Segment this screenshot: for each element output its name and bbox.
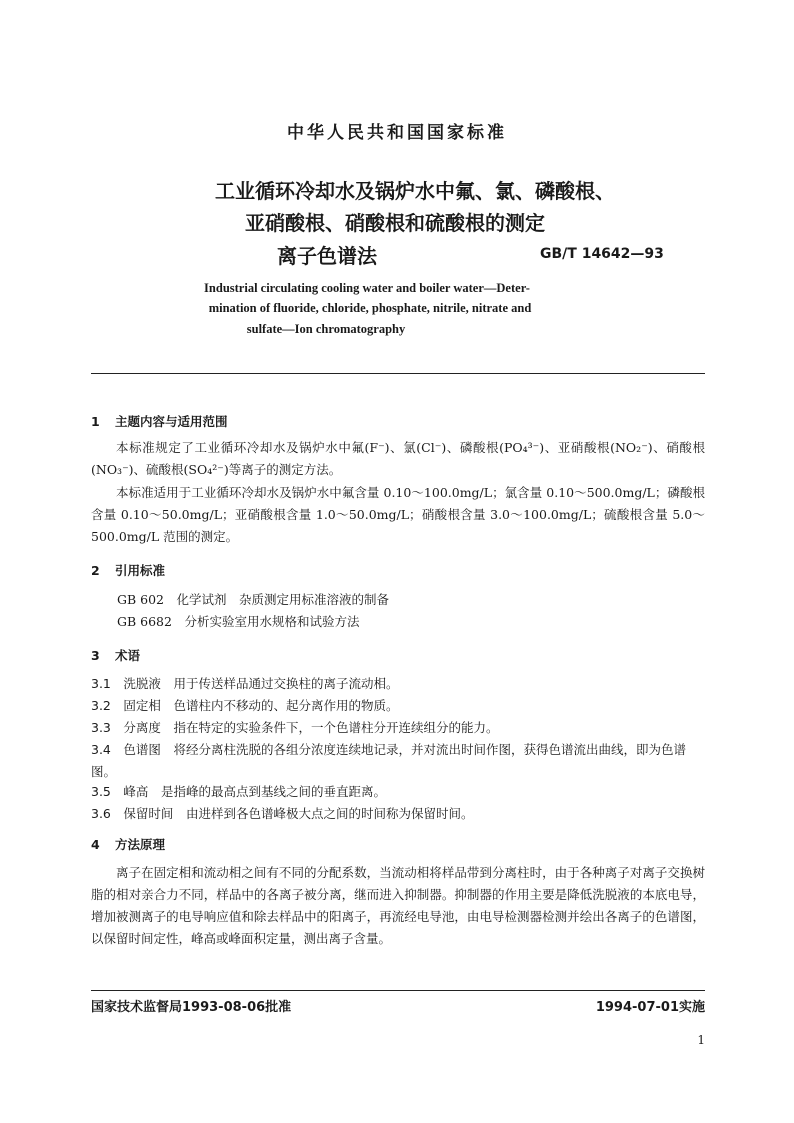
section-1-paragraph-2: 本标准适用于工业循环冷却水及锅炉水中氟含量 0.10～100.0mg/L；氯含量 0.10～500.0mg/L；磷酸根含量 0.10～50.0mg/L；亚硝酸根含量 1.0～50.0mg/L；硝酸根含量 3.0～100.0mg/L；硫酸根含量 5.0～500.0mg/L 范围的测定。 [91, 485, 705, 544]
term-definition: 将经分离柱洗脱的各组分浓度连续地记录，并对流出时间作图，获得色谱流出曲线，即为色谱图。 [91, 742, 686, 779]
title-line-2: 亚硝酸根、硝酸根和硫酸根的测定 [245, 211, 545, 235]
reference-item: GB 6682 分析实验室用水规格和试验方法 [117, 614, 360, 629]
reference-item: GB 602 化学试剂 杂质测定用标准溶液的制备 [117, 592, 390, 607]
english-title-line-1: Industrial circulating cooling water and boiler water—Deter- [204, 281, 530, 295]
standard-number: GB/T 14642—93 [540, 246, 664, 262]
term-number: 3.2 [91, 698, 111, 713]
term-definition: 指在特定的实验条件下，一个色谱柱分开连续组分的能力。 [173, 720, 499, 735]
section-1-heading [91, 412, 228, 430]
section-2-heading [91, 561, 165, 579]
term-number: 3.1 [91, 676, 111, 691]
section-title: 方法原理 [115, 837, 166, 852]
term-definition: 由进样到各色谱峰极大点之间的时间称为保留时间。 [185, 806, 474, 821]
term-number: 3.6 [91, 806, 111, 821]
term-item [91, 803, 705, 825]
section-3-heading [91, 646, 140, 664]
term-item [91, 673, 705, 695]
header-divider [91, 373, 705, 374]
term-name: 固定相 [123, 698, 161, 713]
term-number: 3.5 [91, 784, 111, 799]
english-title-line-2: mination of fluoride, chloride, phosphate, nitrile, nitrate and [208, 301, 532, 315]
term-item [91, 695, 705, 717]
section-1-paragraph-1: 本标准规定了工业循环冷却水及锅炉水中氟(F⁻)、氯(Cl⁻)、磷酸根(PO₄³⁻)、亚硝酸根(NO₂⁻)、硝酸根(NO₃⁻)、硫酸根(SO₄²⁻)等离子的测定方法。 [91, 440, 705, 477]
section-4-paragraph: 离子在固定相和流动相之间有不同的分配系数，当流动相将样品带到分离柱时，由于各种离子对离子交换树脂的相对亲合力不同，样品中的各离子被分离，继而进入抑制器。抑制器的作用主要是降低洗脱液的本底电导，增加被测离子的电导响应值和除去样品中的阳离子，再流经电导池，由电导检测器检测并绘出各离子的色谱图，以保留时间定性，峰高或峰面积定量，测出离子含量。 [91, 865, 705, 946]
term-name: 分离度 [123, 720, 161, 735]
section-number: 2 [91, 563, 100, 578]
section-title: 引用标准 [115, 563, 166, 578]
section-4-heading [91, 835, 165, 853]
term-definition: 用于传送样品通过交换柱的离子流动相。 [173, 676, 399, 691]
approval-date: 国家技术监督局1993-08-06批准 [91, 1000, 292, 1015]
section-number: 4 [91, 837, 100, 852]
title-line-1: 工业循环冷却水及锅炉水中氟、氯、磷酸根、 [215, 179, 615, 203]
term-name: 洗脱液 [123, 676, 161, 691]
term-definition: 色谱柱内不移动的、起分离作用的物质。 [173, 698, 399, 713]
term-number: 3.3 [91, 720, 111, 735]
section-number: 3 [91, 648, 100, 663]
english-title-line-3: sulfate—Ion chromatography [246, 322, 406, 336]
term-name: 峰高 [123, 784, 149, 799]
page-number: 1 [697, 1033, 705, 1047]
national-standard-heading: 中华人民共和国国家标准 [287, 123, 507, 143]
term-name: 色谱图 [123, 742, 161, 757]
term-item [91, 739, 705, 783]
term-item [91, 781, 705, 803]
section-title: 术语 [115, 648, 141, 663]
term-name: 保留时间 [123, 806, 174, 821]
term-definition: 是指峰的最高点到基线之间的垂直距离。 [160, 784, 386, 799]
section-title: 主题内容与适用范围 [115, 414, 228, 429]
footer-divider [91, 990, 705, 991]
section-number: 1 [91, 414, 100, 429]
effective-date: 1994-07-01实施 [595, 1000, 705, 1015]
term-number: 3.4 [91, 742, 111, 757]
term-item [91, 717, 705, 739]
title-line-3: 离子色谱法 [277, 244, 377, 268]
